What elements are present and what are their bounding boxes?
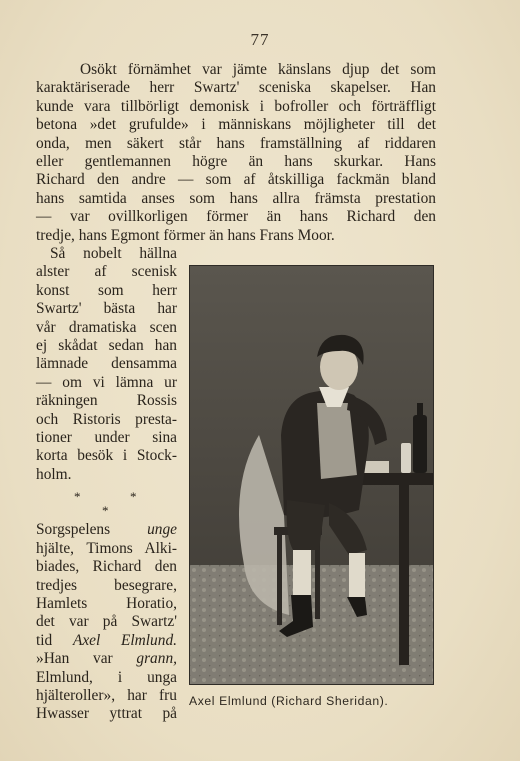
text-line: och Ristoris presta- xyxy=(36,410,177,428)
text-line: onda, men säkert står hans framställning af riddaren xyxy=(36,134,436,152)
text-line: Hamlets Horatio, xyxy=(36,594,177,612)
text-line: eller gentlemannen högre än hans skurkar. Hans xyxy=(36,153,436,171)
text-line: Så nobelt hällna xyxy=(50,245,177,262)
paragraph-1 xyxy=(36,61,436,245)
portrait-photograph xyxy=(189,265,434,685)
text-line: — om vi lämna ur xyxy=(36,373,177,391)
asterisk: * xyxy=(102,503,109,519)
text-line: vår dramatiska scen xyxy=(36,318,177,336)
text-line: Hwasser yttrat på xyxy=(36,705,177,723)
text-line: tredje, hans Egmont förmer än hans Frans Moor. xyxy=(36,226,335,244)
portrait-illustration xyxy=(189,265,434,685)
text-line xyxy=(36,650,177,668)
text-line: korta besök i Stock- xyxy=(36,447,177,465)
text-line: Elmlund, i unga xyxy=(36,668,177,686)
text-line: — var ovillkorligen förmer än hans Richard den xyxy=(36,208,436,226)
text-line: konst som herr xyxy=(36,281,177,299)
text-line: Swartz' bästa har xyxy=(36,300,177,318)
photo-caption: Axel Elmlund (Richard Sheridan). xyxy=(189,694,389,708)
italic-run: grann, xyxy=(136,650,177,668)
italic-run: Axel Elmlund. xyxy=(72,631,177,649)
text-line: Richard den andre — som af åtskilliga fackmän bland xyxy=(36,171,436,189)
text-line: hjälte, Timons Alki- xyxy=(36,539,177,557)
side-column-text xyxy=(36,245,177,724)
text-line: lämnade densamma xyxy=(36,355,177,373)
text-line: det var på Swartz' xyxy=(36,613,177,631)
text-run: »Han var xyxy=(36,650,137,668)
italic-run: unge xyxy=(147,521,177,539)
text-line: tredjes besegrare, xyxy=(36,576,177,594)
text-run: Sorgspelens xyxy=(36,521,148,539)
text-line: räkningen Rossis xyxy=(36,392,177,410)
text-line: karaktäriserade herr Swartz' sceniska skapelser. Han xyxy=(36,79,436,97)
text-line: Osökt förnämhet var jämte känslans djup det som xyxy=(80,61,436,78)
text-line: betona »det grufulde» i människans möjligheter till det xyxy=(36,116,436,134)
text-line: tioner under sina xyxy=(36,429,177,447)
text-line: ej skådat sedan han xyxy=(36,337,177,355)
page-number: 77 xyxy=(250,30,270,49)
text-run: tid xyxy=(36,631,73,649)
text-line: hjälteroller», har fru xyxy=(36,686,177,704)
text-line: holm. xyxy=(36,465,72,483)
section-break xyxy=(36,484,177,521)
text-line: biades, Richard den xyxy=(36,558,177,576)
asterisk: * xyxy=(130,489,137,505)
text-line xyxy=(36,521,177,539)
text-line: hans samtida anses som hans allra främsta prestation xyxy=(36,189,436,207)
text-line: alster af scenisk xyxy=(36,263,177,281)
asterisk: * xyxy=(74,489,81,505)
text-line: kunde vara tillbörligt demonisk i bofroller och förträffligt xyxy=(36,97,436,115)
text-line xyxy=(36,632,177,650)
